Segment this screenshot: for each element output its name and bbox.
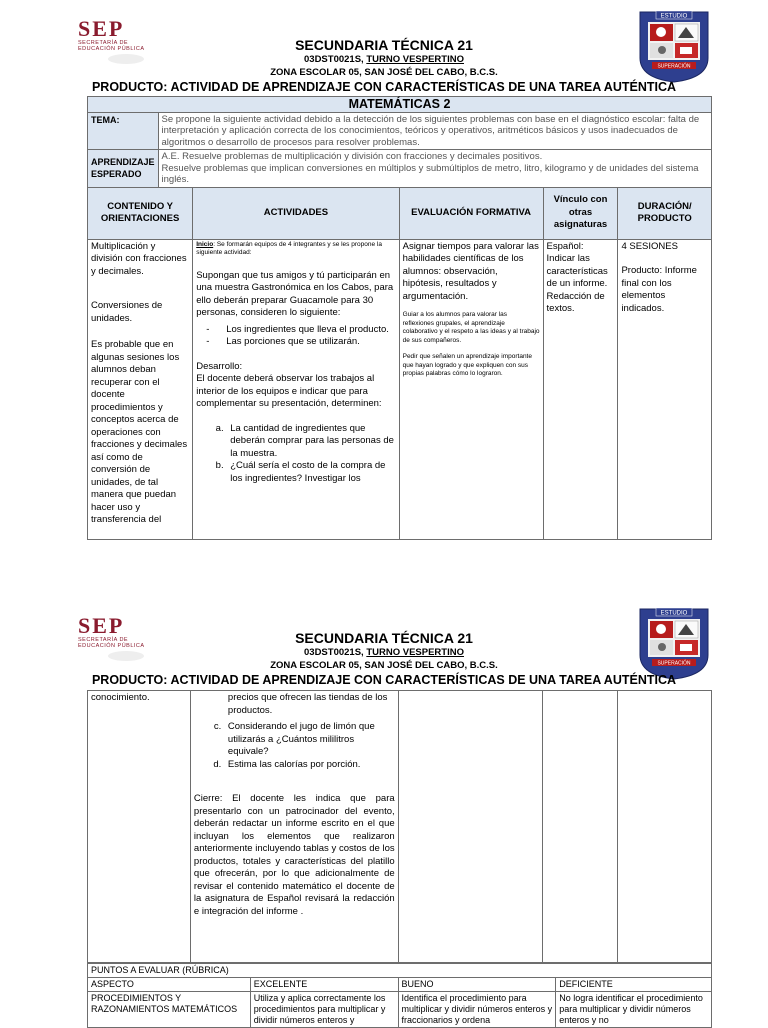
scenario-text: Supongan que tus amigos y tú participarán en una muestra Gastronómica en los Cabos, para ello deberán preparar Guacamole para 30 personas, consideren lo siguiente: (196, 269, 394, 318)
product-title: PRODUCTO: ACTIVIDAD DE APRENDIZAJE CON CARACTERÍSTICAS DE UNA TAREA AUTÉNTICA (91, 80, 677, 94)
tema-label: TEMA: (88, 112, 159, 150)
contenido-cell: conocimiento. (88, 691, 191, 963)
school-logo-text-top: ESTUDIO (660, 13, 688, 20)
list-item: c. Considerando el jugo de limón que utilizarás a ¿Cuántos mililitros equivale? (224, 721, 395, 759)
evaluacion-paragraph-3: Pedir que señalen un aprendizaje importante que hayan logrado y que expliquen con sus propias palabras cómo lo lograron. (402, 353, 532, 377)
school-shift: TURNO VESPERTINO (366, 54, 464, 65)
cierre-text: Cierre: El docente les indica que para presentarlo con un patrocinador del evento, deberán redactar un informe escrito en el que incluyan los elementos que realizaron anteriormente incluyendo tablas y costos de los productos, totales y características del platillo que ofrecerán, por lo que adicionalmente de revisar el contenido matemático el docente de la asignatura de Español revisará la redacción e integración del informe . (193, 793, 395, 917)
rubric-title: PUNTOS A EVALUAR (RÚBRICA) (88, 964, 712, 978)
column-header-evaluacion: EVALUACIÓN FORMATIVA (399, 187, 543, 239)
vinculo-cell (543, 691, 618, 963)
aprendizaje-label: APRENDIZAJE ESPERADO (88, 150, 159, 188)
plan-table (87, 96, 712, 540)
plan-table-continued (87, 690, 712, 963)
sep-logo-subtitle-2: EDUCACIÓN PÚBLICA (78, 46, 145, 52)
school-name: SECUNDARIA TÉCNICA 21 (295, 37, 473, 53)
contenido-paragraph-1: Multiplicación y división con fracciones y decimales. (91, 240, 187, 277)
subject-title: MATEMÁTICAS 2 (88, 97, 712, 113)
school-code-line (0, 54, 768, 65)
evaluacion-paragraph-1: Asignar tiempos para valorar las habilidades científicas de los alumnos: observación, hipótesis, resultados y argumentación. (402, 240, 539, 302)
desarrollo-text: El docente deberá observar los trabajos al interior de los equipos e indicar que para complementar su presentación, determinen: (196, 373, 382, 409)
task-b-continued: precios que ofrecen las tiendas de los productos. (227, 692, 388, 716)
inicio-text: : Se formarán equipos de 4 integrantes y se les propone la siguiente actividad: (196, 240, 382, 256)
rubric-table (87, 963, 712, 1028)
tema-text: Se propone la siguiente actividad debido a la detección de los siguientes problemas con base en el diagnóstico escolar: falta de interpretación y aplicación correcta de los conocimientos, teóricos y operativos, aritméticos básicos y usos inadecuados de algoritmos o desarrollo de procesos para resolver problemas. (158, 112, 711, 150)
sep-logo-subtitle-1: SECRETARÍA DE (78, 637, 129, 643)
school-code-line (0, 647, 768, 658)
actividades-cell (190, 691, 398, 963)
evaluacion-cell (399, 239, 543, 539)
school-code: 03DST0021S, (304, 647, 367, 658)
sep-logo-subtitle-2: EDUCACIÓN PÚBLICA (78, 643, 145, 649)
ingredient-list (196, 324, 395, 349)
contenido-cell (88, 239, 193, 539)
task-list (196, 423, 395, 486)
rubric-header-aspecto: ASPECTO (88, 978, 251, 992)
school-logo-text-bottom: SUPERACIÓN (657, 63, 691, 70)
duracion-sesiones: 4 SESIONES (621, 240, 678, 252)
aprendizaje-text-1: A.E. Resuelve problemas de multiplicación y división con fracciones y decimales positivos. (161, 151, 543, 162)
inicio-label: Inicio (196, 240, 214, 248)
rubric-cell: Identifica el procedimiento para multiplicar y dividir números enteros y fraccionarios y ordena (398, 992, 556, 1028)
school-code: 03DST0021S, (304, 54, 367, 65)
school-logo-text-bottom: SUPERACIÓN (657, 660, 691, 667)
list-item: d. Estima las calorías por porción. (224, 759, 395, 772)
school-zone: ZONA ESCOLAR 05, SAN JOSÉ DEL CABO, B.C.S. (270, 67, 498, 78)
page-2 (0, 595, 768, 1024)
sep-logo-word: SEP (78, 613, 125, 638)
vinculo-cell: Español: Indicar las características de un informe. Redacción de textos. (543, 239, 618, 539)
product-title: PRODUCTO: ACTIVIDAD DE APRENDIZAJE CON CARACTERÍSTICAS DE UNA TAREA AUTÉNTICA (91, 673, 677, 687)
rubric-cell: No logra identificar el procedimiento para multiplicar y dividir números enteros y no (556, 992, 712, 1028)
sep-logo-word: SEP (78, 16, 125, 41)
evaluacion-cell (398, 691, 543, 963)
school-shift: TURNO VESPERTINO (366, 647, 464, 658)
rubric-header-excelente: EXCELENTE (250, 978, 398, 992)
column-header-vinculo: Vínculo con otras asignaturas (543, 187, 618, 239)
list-item: - Las porciones que se utilizarán. (226, 336, 395, 349)
duracion-cell (618, 691, 712, 963)
rubric-cell: Utiliza y aplica correctamente los procedimientos para multiplicar y dividir números enteros y (250, 992, 398, 1028)
column-header-actividades: ACTIVIDADES (193, 187, 399, 239)
rubric-header-bueno: BUENO (398, 978, 556, 992)
evaluacion-paragraph-2: Guiar a los alumnos para valorar las reflexiones grupales, el aprendizaje colaborativo y el respeto a las ideas y al trabajo de sus compañeros. (402, 311, 540, 344)
contenido-paragraph-3: Es probable que en algunas sesiones los alumnos deban recuperar con el docente procedimientos y conceptos acerca de operaciones con fracciones y decimales así como de conversión de unidades, de tal manera que puedan hacer uso y transferencia del (91, 339, 188, 525)
column-header-contenido: CONTENIDO Y ORIENTACIONES (88, 187, 193, 239)
rubric-cell: PROCEDIMIENTOS Y RAZONAMIENTOS MATEMÁTICOS (88, 992, 251, 1028)
list-item: - Los ingredientes que lleva el producto. (226, 324, 395, 337)
table-row (88, 992, 712, 1028)
duracion-producto: Producto: Informe final con los elementos indicados. (621, 265, 697, 314)
column-header-duracion: DURACIÓN/ PRODUCTO (618, 187, 712, 239)
aprendizaje-text (158, 150, 711, 188)
sep-logo-subtitle-1: SECRETARÍA DE (78, 40, 129, 46)
school-name: SECUNDARIA TÉCNICA 21 (295, 630, 473, 646)
list-item: a. La cantidad de ingredientes que deberán comprar para las personas de la muestra. (226, 423, 395, 461)
school-zone: ZONA ESCOLAR 05, SAN JOSÉ DEL CABO, B.C.S. (270, 660, 498, 671)
rubric-header-deficiente: DEFICIENTE (556, 978, 712, 992)
school-logo-text-top: ESTUDIO (660, 610, 688, 617)
list-item: b. ¿Cuál sería el costo de la compra de los ingredientes? Investigar los (226, 460, 395, 485)
desarrollo-label: Desarrollo: (196, 360, 243, 372)
contenido-paragraph-2: Conversiones de unidades. (91, 300, 163, 324)
aprendizaje-text-2: Resuelve problemas que implican conversiones en múltiplos y submúltiplos de metro, litro, kilogramo y de unidades del sistema inglés. (161, 162, 699, 185)
actividades-cell (193, 239, 399, 539)
duracion-cell (618, 239, 712, 539)
task-list (194, 721, 395, 771)
